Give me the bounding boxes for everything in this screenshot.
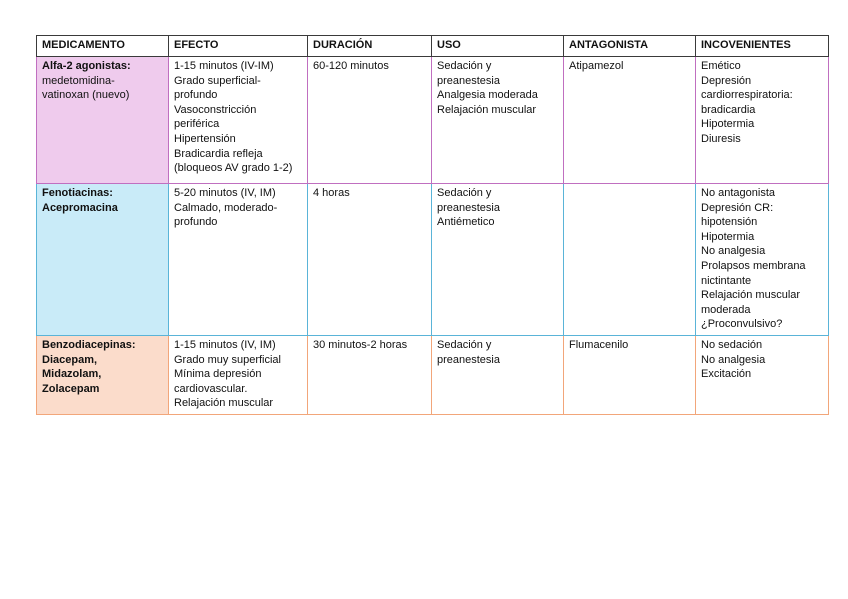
table-row	[37, 57, 829, 184]
drug-list: Diacepam, Midazolam, Zolacepam	[42, 353, 102, 395]
duracion-cell: 60-120 minutos	[308, 57, 432, 184]
header-uso: USO	[432, 36, 564, 57]
duracion-cell: 4 horas	[308, 184, 432, 336]
drug-list: medetomidina- vatinoxan (nuevo)	[42, 74, 130, 102]
header-inconvenientes: INCOVENIENTES	[696, 36, 829, 57]
uso-cell: Sedación y preanestesia	[432, 335, 564, 414]
uso-cell: Sedación y preanestesia Antiémetico	[432, 184, 564, 336]
medicamento-cell	[37, 184, 169, 336]
header-medicamento: MEDICAMENTO	[37, 36, 169, 57]
efecto-cell: 1-15 minutos (IV-IM) Grado superficial- profundo Vasoconstricción periférica Hipertensión Bradicardia refleja (bloqueos AV grado 1-2)	[169, 57, 308, 184]
inconvenientes-cell: No antagonista Depresión CR: hipotensión Hipotermia No analgesia Prolapsos membrana nictintante Relajación muscular moderada ¿Proconvulsivo?	[696, 184, 829, 336]
header-efecto: EFECTO	[169, 36, 308, 57]
drug-class-name: Benzodiacepinas:	[42, 338, 136, 351]
inconvenientes-cell: Emético Depresión cardiorrespiratoria: bradicardia Hipotermia Diuresis	[696, 57, 829, 184]
table-row	[37, 184, 829, 336]
antagonista-cell: Atipamezol	[564, 57, 696, 184]
medicamento-cell	[37, 57, 169, 184]
uso-cell: Sedación y preanestesia Analgesia moderada Relajación muscular	[432, 57, 564, 184]
antagonista-cell	[564, 184, 696, 336]
drug-class-name: Alfa-2 agonistas:	[42, 60, 131, 72]
efecto-cell: 1-15 minutos (IV, IM) Grado muy superficial Mínima depresión cardiovascular. Relajación muscular	[169, 335, 308, 414]
antagonista-cell: Flumacenilo	[564, 335, 696, 414]
drug-class-name: Fenotiacinas:	[42, 187, 113, 199]
inconvenientes-cell: No sedación No analgesia Excitación	[696, 335, 829, 414]
table-row	[37, 335, 829, 414]
efecto-cell: 5-20 minutos (IV, IM) Calmado, moderado- profundo	[169, 184, 308, 336]
header-antagonista: ANTAGONISTA	[564, 36, 696, 57]
duracion-cell: 30 minutos-2 horas	[308, 335, 432, 414]
table-header-row	[37, 36, 829, 57]
medicamento-cell	[37, 335, 169, 414]
sedatives-table	[36, 35, 829, 415]
drug-list: Acepromacina	[42, 201, 118, 214]
header-duracion: DURACIÓN	[308, 36, 432, 57]
